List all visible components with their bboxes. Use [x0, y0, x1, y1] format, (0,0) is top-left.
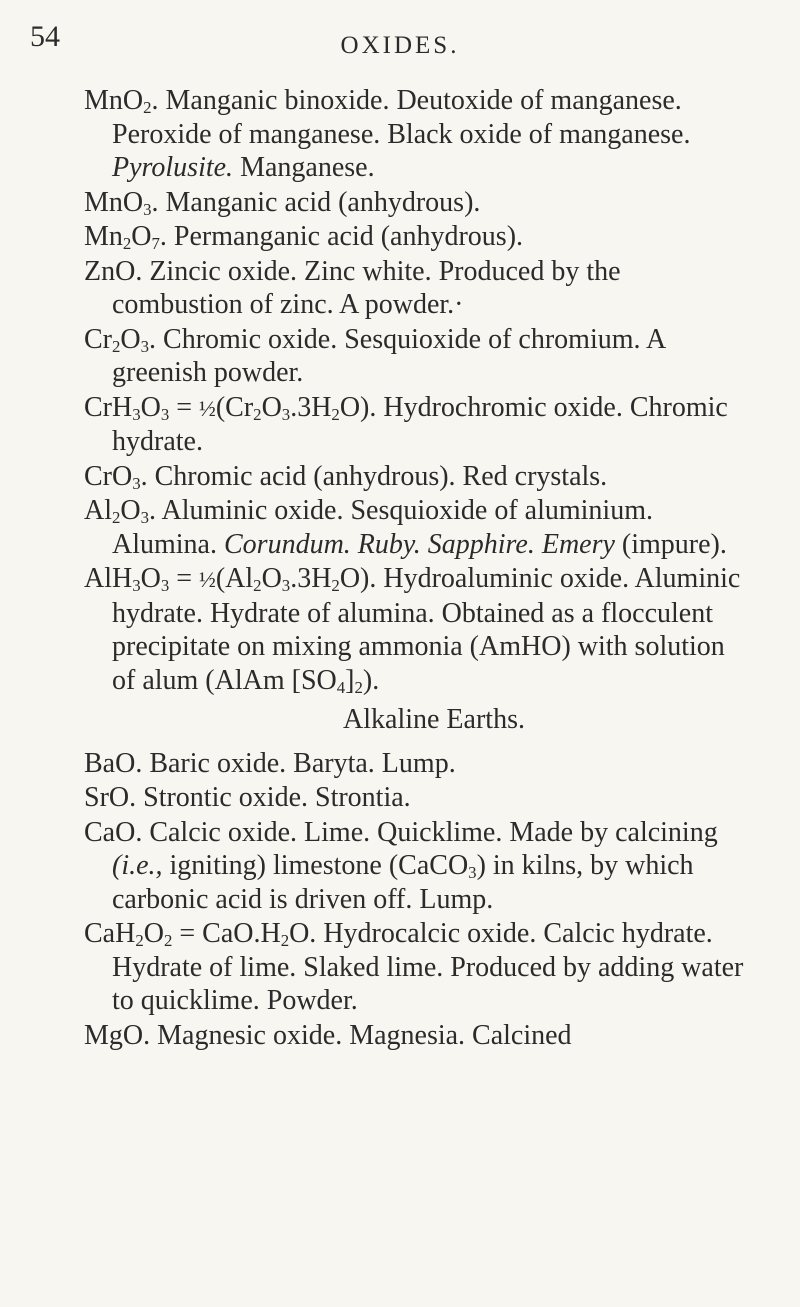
- formula: SrO.: [84, 782, 137, 813]
- entry-crh3o3: [84, 391, 744, 459]
- page-body: [84, 84, 744, 1052]
- entry-cao: [84, 816, 744, 917]
- entry-al2o3: [84, 494, 744, 561]
- page-number: 54: [30, 20, 60, 53]
- half-fraction: ½: [199, 567, 216, 592]
- mineral-name: Pyrolusite.: [112, 152, 234, 183]
- formula: BaO.: [84, 747, 143, 779]
- entry-text: Hydroaluminic oxide. Aluminic hydrate. Hydrate of alumina. Obtained as a flocculent precipitate on mixing ammonia (AmHO) with solution of alum (AlAm: [112, 563, 741, 696]
- entry-text: Permanganic acid (anhydrous).: [173, 221, 524, 252]
- latin-abbrev: (i.e.,: [112, 850, 163, 881]
- entry-mno3: [84, 186, 744, 220]
- section-heading: Alkaline Earths.: [343, 704, 525, 735]
- formula: MnO$_3$.: [84, 186, 159, 219]
- entry-cro3: [84, 460, 744, 494]
- equals-sign: =: [176, 391, 193, 423]
- entry-text: Hydrochromic oxide. Chromic hydrate.: [112, 391, 728, 457]
- formula: $Al_2O_3$.: [84, 495, 157, 527]
- formula-rhs: $CaO.H_2O$.: [202, 918, 317, 950]
- entry-cr2o3: [84, 323, 744, 390]
- formula: $CrH_3O_3$: [84, 391, 170, 424]
- formula: $Mn_2O_7$.: [84, 221, 167, 253]
- entry-tail: ) in kilns, by which carbonic acid is driven off. Lump.: [112, 850, 694, 915]
- entry-text-2: igniting) limestone (CaCO: [169, 850, 469, 881]
- formula: CaO.: [84, 816, 143, 848]
- running-head: OXIDES.: [340, 32, 460, 59]
- entry-mgo: [84, 1019, 744, 1053]
- equals-sign: =: [179, 918, 196, 949]
- formula: $CaH_2O_2$: [84, 918, 173, 950]
- half-fraction: ½: [199, 395, 216, 421]
- entry-text: Chromic acid (anhydrous). Red crystals.: [154, 460, 608, 492]
- entry-bao: [84, 747, 744, 781]
- entry-text: Magnesic oxide. Magnesia. Calcined: [157, 1019, 572, 1051]
- entry-text: Aluminic oxide. Sesquioxide of aluminium. Alumina.: [112, 495, 653, 560]
- entry-text: Hydrocalcic oxide. Calcic hydrate. Hydrate of lime. Slaked lime. Produced by adding water to quicklime. Powder.: [112, 918, 744, 1016]
- page-header: [0, 20, 800, 64]
- formula: $Cr_2O_3$.: [84, 323, 157, 356]
- entry-tail: (impure).: [621, 528, 727, 560]
- mineral-names: Corundum. Ruby. Sapphire. Emery: [224, 528, 615, 560]
- entry-zno: [84, 255, 744, 322]
- formula-paren: $(Cr_2O_3.3H_2O)$.: [215, 391, 377, 424]
- entry-text: Zincic oxide. Zinc white. Produced by the combustion of zinc. A powder.·: [112, 255, 621, 320]
- subscript: 3: [468, 863, 477, 882]
- entry-text: Manganic binoxide. Deutoxide of manganese. Peroxide of manganese. Black oxide of manganese.: [112, 85, 691, 150]
- formula-paren: $(Al_2O_3.3H_2O)$.: [215, 563, 377, 595]
- formula: $AlH_3O_3$: [84, 563, 170, 595]
- formula: CrO$_3$.: [84, 460, 148, 493]
- entry-mno2: [84, 84, 744, 185]
- entry-text: Baric oxide. Baryta. Lump.: [149, 747, 456, 779]
- entry-alh3o3: [84, 562, 744, 697]
- entry-text: Calcic oxide. Lime. Quicklime. Made by calcining: [149, 816, 718, 848]
- entry-mn2o7: [84, 220, 744, 254]
- equals-sign: =: [176, 563, 193, 594]
- formula: MnO$_2$.: [84, 85, 159, 117]
- entry-text: Manganic acid (anhydrous).: [165, 186, 481, 218]
- entry-text: Chromic oxide. Sesquioxide of chromium. A greenish powder.: [112, 323, 665, 388]
- entry-sro: [84, 781, 744, 815]
- formula: MgO.: [84, 1019, 151, 1051]
- entry-cah2o2: [84, 917, 744, 1018]
- entry-tail: Manganese.: [240, 152, 375, 183]
- formula: ZnO.: [84, 255, 143, 287]
- sulphate-formula: $[SO_4]_2$).: [291, 664, 380, 697]
- entry-text: Strontic oxide. Strontia.: [143, 782, 411, 813]
